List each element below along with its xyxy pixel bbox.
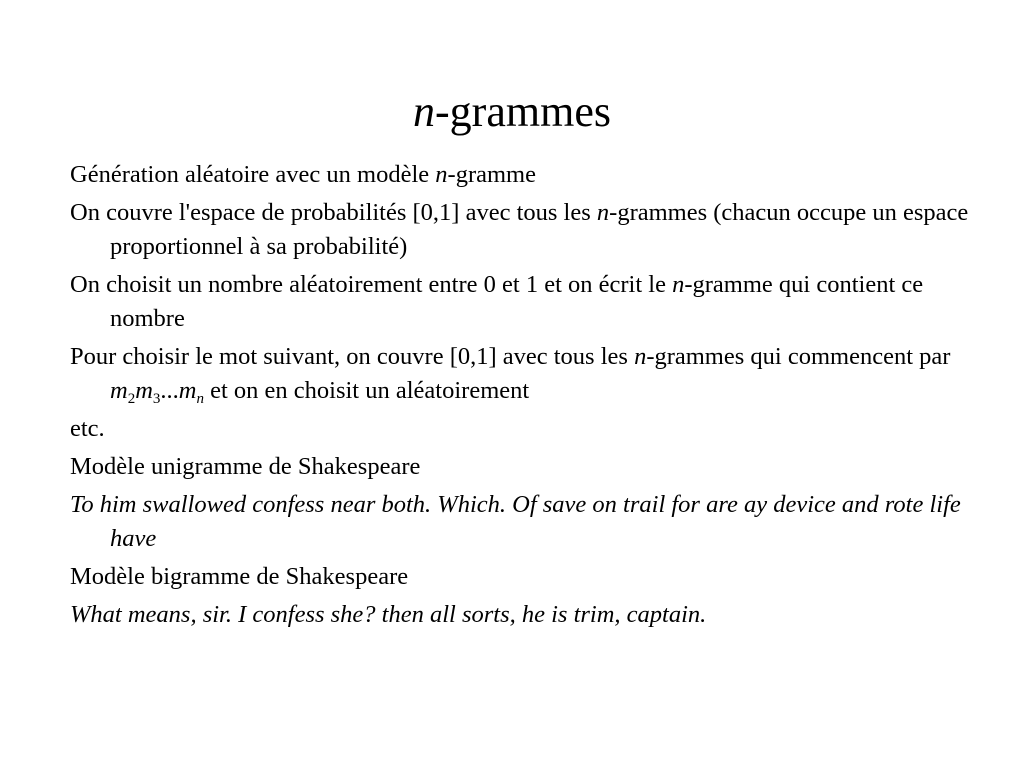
paragraph-text: On choisit un nombre aléatoirement entre 0 et 1 et on écrit le bbox=[70, 271, 666, 298]
paragraph-n: n bbox=[435, 161, 448, 188]
paragraph-unigram-heading bbox=[70, 450, 970, 484]
paragraph-text: Modèle bigramme de Shakespeare bbox=[70, 563, 409, 590]
math-subscript: 3 bbox=[152, 391, 161, 407]
paragraph-text: To him swallowed confess near both. Which. Of save on trail for are ay device and rote life have bbox=[70, 491, 961, 552]
paragraph-text: On couvre l'espace de probabilités [0,1] avec tous les bbox=[70, 199, 597, 226]
paragraph-text: Modèle unigramme de Shakespeare bbox=[70, 453, 421, 480]
paragraph-tail: -gramme bbox=[447, 161, 536, 188]
paragraph-probability-space bbox=[70, 196, 970, 264]
paragraph-n: n bbox=[672, 271, 685, 298]
math-dots: ... bbox=[160, 377, 179, 404]
paragraph-tail: -gramme qui contient ce nombre bbox=[110, 271, 924, 332]
paragraph-text: Génération aléatoire avec un modèle bbox=[70, 161, 430, 188]
slide-body bbox=[70, 158, 970, 636]
paragraph-unigram-example bbox=[70, 488, 970, 556]
paragraph-bigram-example bbox=[70, 598, 970, 632]
math-m: m bbox=[178, 377, 197, 404]
title-rest: -grammes bbox=[435, 87, 611, 136]
math-m: m bbox=[110, 377, 128, 404]
math-subscript: n bbox=[196, 391, 204, 407]
paragraph-tail: -grammes (chacun occupe un espace proportionnel à sa probabilité) bbox=[110, 199, 969, 260]
paragraph-n: n bbox=[596, 199, 610, 226]
paragraph-bigram-heading bbox=[70, 560, 970, 594]
math-m: m bbox=[135, 377, 153, 404]
paragraph-text: etc. bbox=[70, 415, 105, 442]
paragraph-end: et on en choisit un aléatoirement bbox=[210, 377, 530, 404]
paragraph-text: Pour choisir le mot suivant, on couvre [0,1] avec tous les bbox=[70, 343, 628, 370]
math-subscript: 2 bbox=[127, 391, 136, 407]
title-n: n bbox=[413, 87, 436, 136]
paragraph-next-word bbox=[70, 340, 970, 408]
paragraph-etc bbox=[70, 412, 970, 446]
paragraph-tail: -grammes qui commencent par bbox=[646, 343, 951, 370]
paragraph-text: What means, sir. I confess she? then all sorts, he is trim, captain. bbox=[70, 601, 707, 628]
paragraph-generation bbox=[70, 158, 970, 192]
paragraph-random-number bbox=[70, 268, 970, 336]
paragraph-n: n bbox=[634, 343, 647, 370]
slide-title bbox=[0, 86, 1024, 138]
